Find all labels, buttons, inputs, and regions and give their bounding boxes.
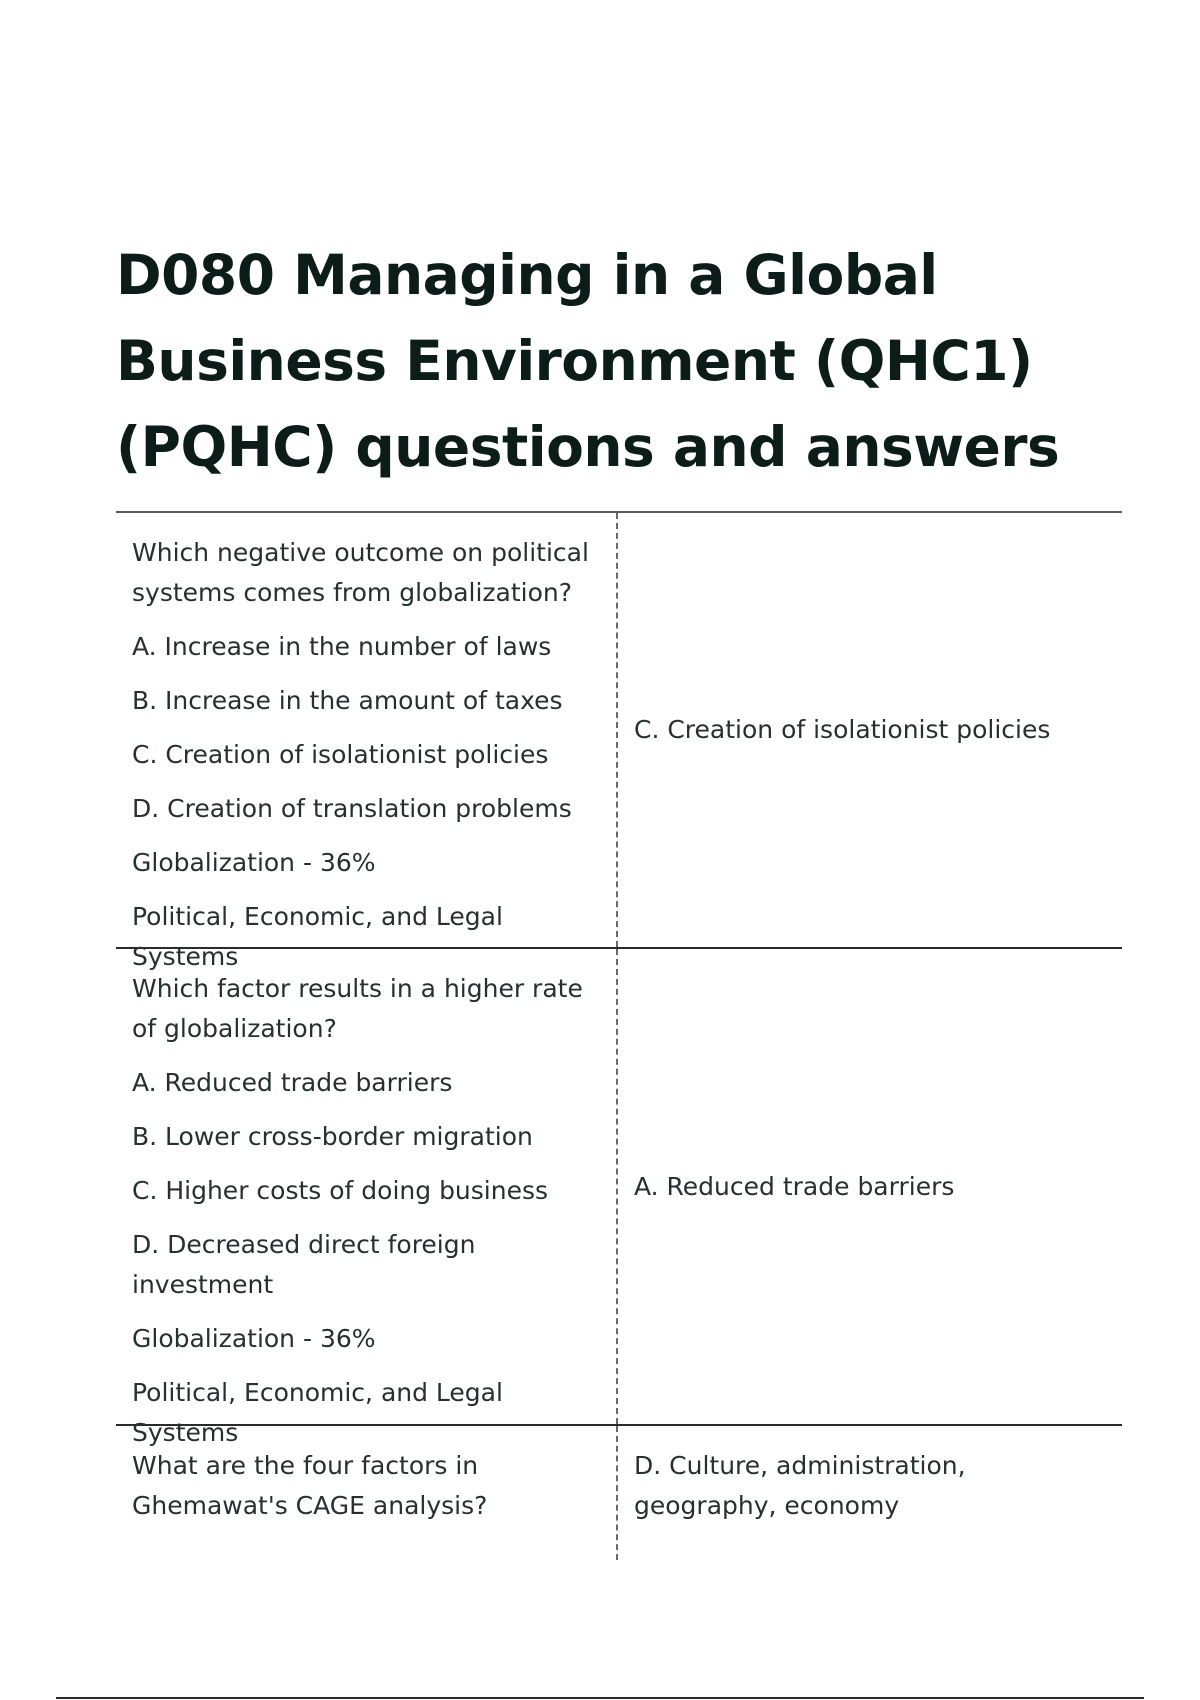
- answer-text: D. Culture, administration, geography, economy: [634, 1451, 966, 1520]
- topic-label: Globalization - 36%: [132, 1324, 376, 1353]
- subtopic-label: Political, Economic, and Legal Systems: [132, 902, 503, 971]
- footer-divider: [56, 1697, 1144, 1699]
- answer-cell: [618, 949, 1122, 1424]
- question-text: Which factor results in a higher rate of globalization?: [132, 974, 583, 1043]
- document-title: D080 Managing in a Global Business Environment (QHC1) (PQHC) questions and answers: [116, 243, 1060, 479]
- question-cell: [116, 513, 618, 971]
- qa-row: [116, 1426, 1122, 1560]
- option-c: C. Creation of isolationist policies: [132, 740, 549, 769]
- option-c: C. Higher costs of doing business: [132, 1176, 549, 1205]
- question-text: Which negative outcome on political systems comes from globalization?: [132, 538, 589, 607]
- qa-row: [116, 949, 1122, 1447]
- option-d: D. Decreased direct foreign investment: [132, 1230, 476, 1299]
- option-a: A. Increase in the number of laws: [132, 632, 552, 661]
- subtopic-label: Political, Economic, and Legal Systems: [132, 1378, 503, 1447]
- option-b: B. Lower cross-border migration: [132, 1122, 533, 1151]
- answer-text: A. Reduced trade barriers: [634, 1171, 955, 1201]
- answer-text: C. Creation of isolationist policies: [634, 715, 1051, 744]
- question-cell: [116, 949, 618, 1447]
- answer-cell: [618, 1426, 1122, 1560]
- option-a: A. Reduced trade barriers: [132, 1068, 453, 1097]
- option-b: B. Increase in the amount of taxes: [132, 686, 563, 715]
- qa-row: [116, 513, 1122, 971]
- question-text: What are the four factors in Ghemawat's CAGE analysis?: [132, 1451, 488, 1520]
- question-cell: [116, 1426, 618, 1560]
- topic-label: Globalization - 36%: [132, 848, 376, 877]
- option-d: D. Creation of translation problems: [132, 794, 572, 823]
- answer-cell: [618, 513, 1122, 947]
- qa-table: [116, 511, 1122, 1560]
